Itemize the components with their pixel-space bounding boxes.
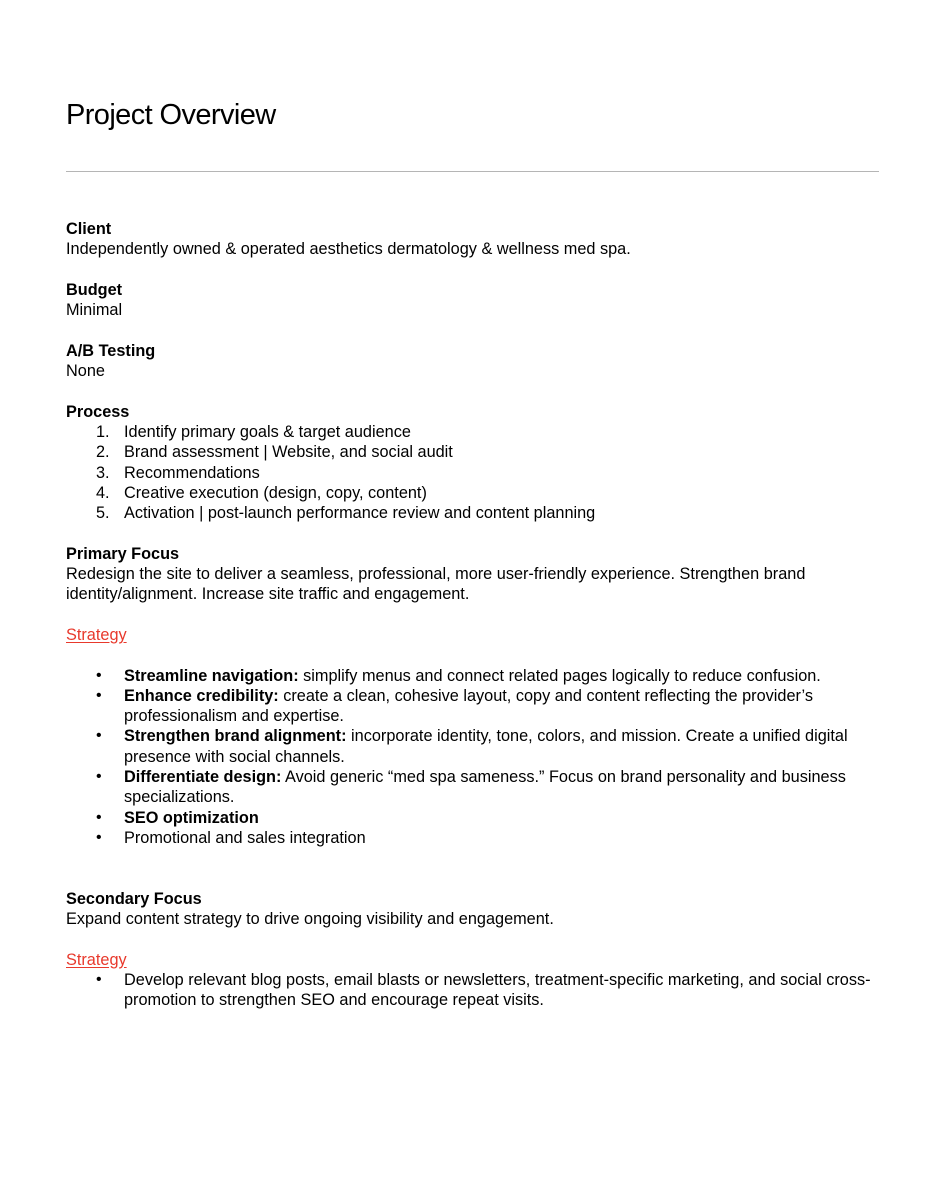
list-item: • Promotional and sales integration xyxy=(96,828,366,847)
primary-strategy-list xyxy=(66,666,879,849)
page-title: Project Overview xyxy=(66,99,276,131)
list-item: 4. Creative execution (design, copy, content) xyxy=(96,483,427,502)
primary-focus-section xyxy=(66,544,879,605)
process-label: Process xyxy=(66,402,130,421)
secondary-strategy-heading: Strategy xyxy=(66,950,127,969)
budget-text: Minimal xyxy=(66,301,123,320)
secondary-focus-label: Secondary Focus xyxy=(66,889,202,908)
horizontal-divider xyxy=(66,171,879,172)
ab-testing-text: None xyxy=(66,362,105,381)
client-text: Independently owned & operated aesthetics dermatology & wellness med spa. xyxy=(66,240,631,259)
budget-label: Budget xyxy=(66,280,123,299)
document-body xyxy=(66,219,879,1011)
list-item: • Differentiate design: Avoid generic “med spa sameness.” Focus on brand personality and business specializations. xyxy=(96,768,846,807)
list-item: • Streamline navigation: simplify menus and connect related pages logically to reduce confusion. xyxy=(96,666,821,685)
primary-focus-text: Redesign the site to deliver a seamless, professional, more user-friendly experience. Strengthen brand identity/alignment. Increase site traffic and engagement. xyxy=(66,565,806,604)
list-item: • Strengthen brand alignment: incorporate identity, tone, colors, and mission. Create a unified digital presence with social channels. xyxy=(96,727,848,766)
list-item: • Develop relevant blog posts, email blasts or newsletters, treatment-specific marketing, and social cross-promotion to strengthen SEO and encourage repeat visits. xyxy=(96,970,871,1010)
secondary-focus-text: Expand content strategy to drive ongoing visibility and engagement. xyxy=(66,910,554,929)
secondary-strategy-list xyxy=(66,970,879,1011)
list-item: • Enhance credibility: create a clean, cohesive layout, copy and content reflecting the provider’s professionalism and expertise. xyxy=(96,686,814,726)
list-item: 3. Recommendations xyxy=(96,463,260,482)
ab-testing-section xyxy=(66,341,879,382)
list-item: 1. Identify primary goals & target audience xyxy=(96,422,411,441)
primary-strategy-heading: Strategy xyxy=(66,625,127,644)
budget-section xyxy=(66,280,879,321)
list-item: 2. Brand assessment | Website, and social audit xyxy=(96,443,453,462)
client-label: Client xyxy=(66,220,112,238)
secondary-focus-section xyxy=(66,889,879,930)
list-item: 5. Activation | post-launch performance review and content planning xyxy=(96,504,596,523)
client-section xyxy=(66,219,879,260)
process-list xyxy=(66,422,879,523)
ab-testing-label: A/B Testing xyxy=(66,341,156,360)
list-item: • SEO optimization xyxy=(96,808,259,827)
process-section xyxy=(66,402,879,524)
primary-focus-label: Primary Focus xyxy=(66,544,180,563)
